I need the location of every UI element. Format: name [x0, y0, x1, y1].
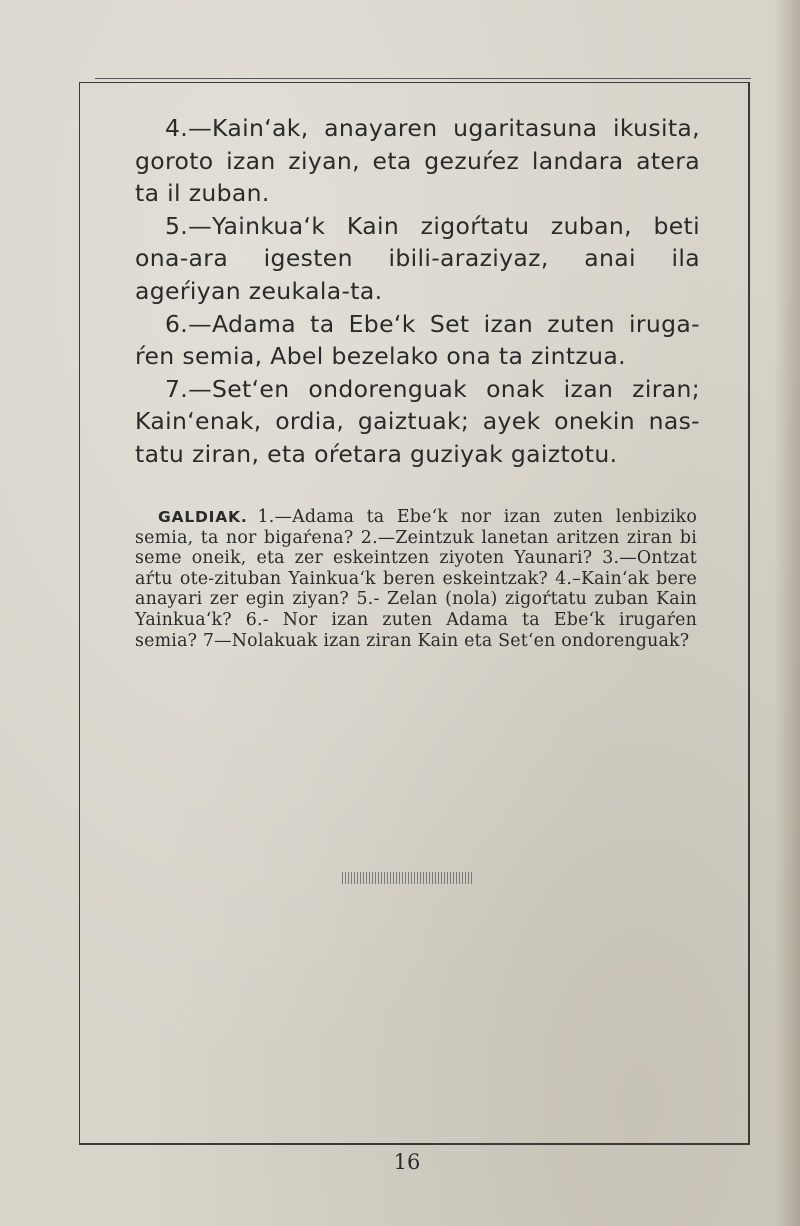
frame-top-rule — [95, 78, 751, 79]
ornament-rule — [342, 872, 474, 884]
page-edge-shadow — [774, 0, 800, 1226]
paragraph-4: 4.—Kain‘ak, anayaren ugaritasuna ikusita, goroto izan ziyan, eta gezuŕez landara atera ta il zuban. — [135, 114, 700, 208]
questions-block — [135, 507, 697, 651]
questions-label: GALDIAK. — [158, 508, 248, 526]
main-text — [135, 112, 700, 471]
page-number: 16 — [393, 1150, 421, 1174]
paragraph-7: 7.—Set‘en ondorenguak onak izan ziran; Kain‘enak, ordia, gaiztuak; ayek onekin nas-tatu ziran, eta oŕetara guziyak gaiztotu. — [135, 374, 700, 468]
paragraph-6: 6.—Adama ta Ebe‘k Set izan zuten iruga-ŕen semia, Abel bezelako ona ta zintzua. — [135, 309, 700, 371]
questions-text: 1.—Adama ta Ebe‘k nor izan zuten lenbiziko semia, ta nor bigaŕena? 2.—Zeintzuk lanetan aritzen ziran bi seme oneik, eta zer eskeintzen ziyoten Yaunari? 3.—Ontzat aŕtu ote-zituban Yainkua‘k beren eskeintzak? 4.–Kain‘ak bere anayari zer egin ziyan? 5.- Zelan (nola) zigoŕtatu zuban Kain Yainkua‘k? 6.- Nor izan zuten Adama ta Ebe‘k irugaŕen semia? 7—Nolakuak izan ziran Kain eta Set‘en ondorenguak? — [135, 507, 697, 651]
paragraph-5: 5.—Yainkua‘k Kain zigoŕtatu zuban, beti ona-ara igesten ibili-araziyaz, anai ila ageŕiyan zeukala-ta. — [135, 211, 700, 305]
